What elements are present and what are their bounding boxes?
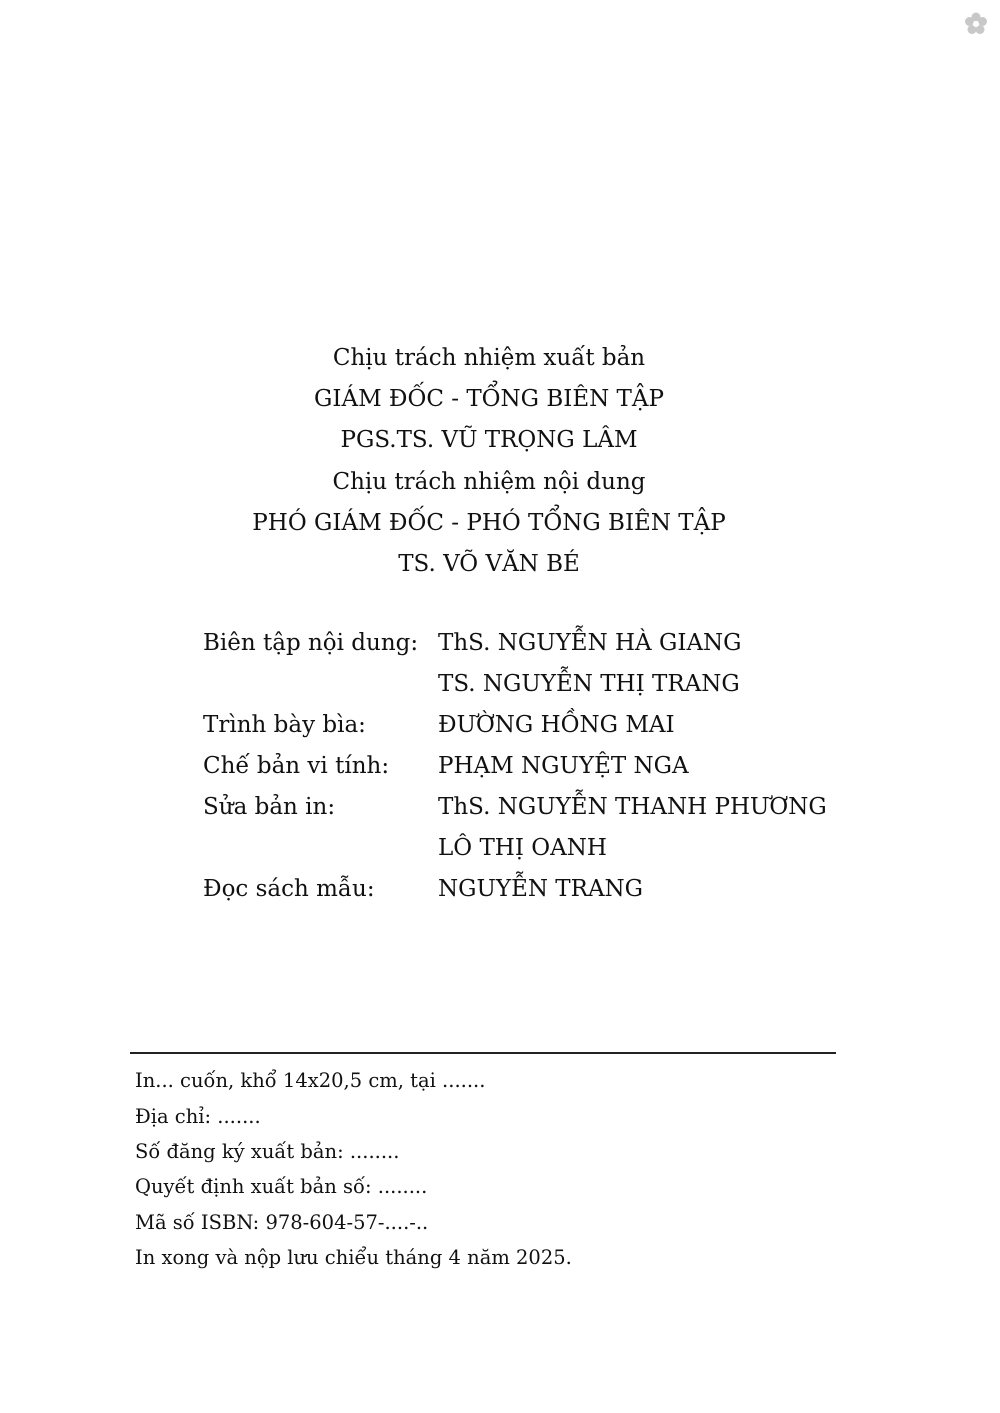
- credit-value: TS. NGUYỄN THỊ TRANG: [438, 670, 740, 697]
- director-title: GIÁM ĐỐC - TỔNG BIÊN TẬP: [314, 386, 664, 413]
- credit-row: [203, 704, 903, 745]
- credit-value: LÔ THỊ OANH: [438, 834, 607, 861]
- credit-value: ThS. NGUYỄN THANH PHƯƠNG: [438, 793, 827, 820]
- credit-row: [203, 868, 903, 909]
- content-responsibility-label: Chịu trách nhiệm nội dung: [332, 468, 646, 495]
- credit-label: Đọc sách mẫu:: [203, 875, 375, 902]
- deputy-director-name: TS. VÕ VĂN BÉ: [398, 551, 580, 578]
- credit-label: Biên tập nội dung:: [203, 629, 419, 656]
- credit-row: [203, 745, 903, 786]
- deputy-director-title: PHÓ GIÁM ĐỐC - PHÓ TỔNG BIÊN TẬP: [252, 509, 726, 536]
- credit-label: Sửa bản in:: [203, 793, 336, 820]
- credit-row: [203, 663, 903, 704]
- credit-value: ĐƯỜNG HỒNG MAI: [438, 711, 675, 738]
- credit-label: Trình bày bìa:: [203, 711, 366, 738]
- credit-row: [203, 827, 903, 868]
- legal-deposit-line: In xong và nộp lưu chiểu tháng 4 năm 2025.: [135, 1246, 572, 1270]
- credit-value: NGUYỄN TRANG: [438, 875, 644, 902]
- print-info-block: [135, 1063, 835, 1275]
- credit-label: Chế bản vi tính:: [203, 752, 390, 779]
- isbn-line: Mã số ISBN: 978-604-57-....-..: [135, 1210, 429, 1234]
- responsibility-heading: [0, 338, 978, 585]
- credit-row: [203, 622, 903, 663]
- print-run-line: In... cuốn, khổ 14x20,5 cm, tại .......: [135, 1069, 486, 1093]
- credits-table: [203, 622, 903, 909]
- credit-value: ThS. NGUYỄN HÀ GIANG: [438, 629, 742, 656]
- flower-ornament-icon: [962, 10, 990, 38]
- registration-number-line: Số đăng ký xuất bản: ........: [135, 1139, 400, 1163]
- director-name: PGS.TS. VŨ TRỌNG LÂM: [340, 427, 638, 454]
- credit-value: PHẠM NGUYỆT NGA: [438, 752, 689, 779]
- divider-rule: [130, 1052, 836, 1054]
- credit-row: [203, 786, 903, 827]
- publishing-decision-line: Quyết định xuất bản số: ........: [135, 1175, 428, 1199]
- publishing-responsibility-label: Chịu trách nhiệm xuất bản: [332, 345, 646, 371]
- address-line: Địa chỉ: .......: [135, 1104, 261, 1128]
